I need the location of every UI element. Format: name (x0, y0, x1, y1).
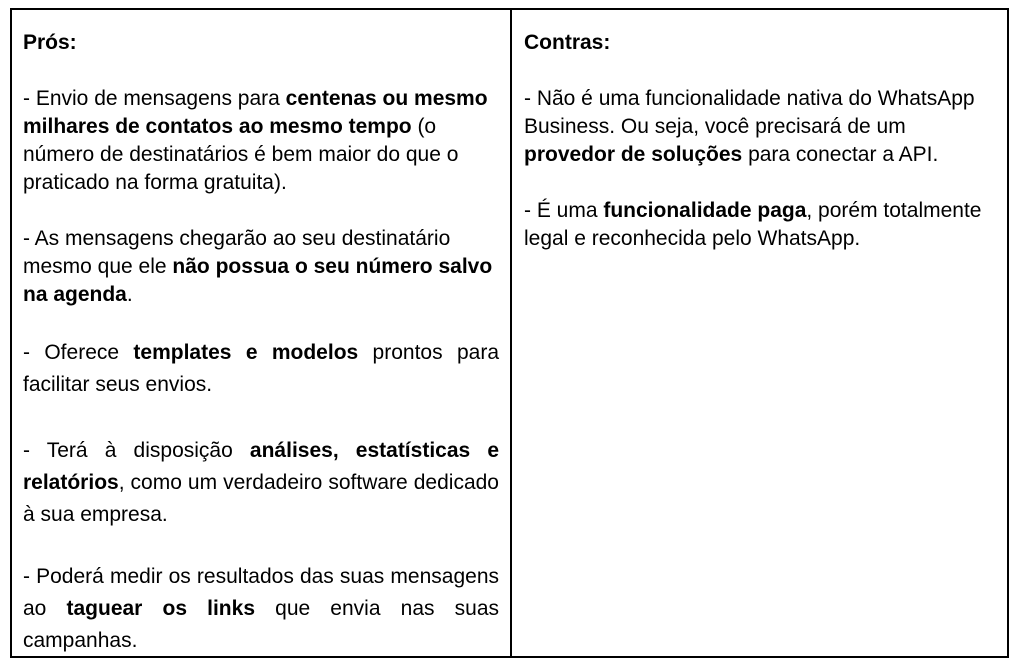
cons-item-text: - É uma (524, 199, 604, 222)
pros-item (23, 225, 499, 309)
pros-item-bold: análises, estatísticas e relatórios (23, 439, 499, 494)
pros-item-text: . (126, 283, 133, 306)
pros-item-text: , como um verdadeiro software dedicado à sua empresa. (23, 471, 499, 526)
cons-item-text: para conectar a API. (742, 143, 939, 166)
pros-item-text: - As mensagens chegarão ao seu destinatário mesmo que ele (23, 227, 451, 278)
pros-item-text: prontos para facilitar seus envios. (23, 341, 499, 396)
pros-column (12, 10, 512, 656)
cons-column (512, 10, 1007, 656)
cons-item-text: , porém totalmente legal e reconhecida pelo WhatsApp. (524, 199, 982, 250)
cons-item-bold: provedor de soluções (524, 143, 743, 166)
pros-item (23, 337, 499, 401)
pros-item-text: - Oferece (23, 341, 134, 364)
pros-item-bold: centenas ou mesmo milhares de contatos ao mesmo tempo (23, 87, 488, 138)
pros-cons-table (10, 8, 1009, 658)
pros-item-text: - Envio de mensagens para (23, 87, 286, 110)
cons-item (524, 197, 996, 253)
pros-item-text: - Poderá medir os resultados das suas mensagens ao (23, 565, 499, 620)
pros-item-text: (o número de destinatários é bem maior do que o praticado na forma gratuita). (23, 115, 459, 194)
cons-item-bold: funcionalidade paga (603, 199, 807, 222)
pros-heading: Prós: (23, 31, 77, 54)
cons-heading: Contras: (524, 31, 611, 54)
pros-item-bold: taguear os links (66, 597, 255, 620)
cons-item (524, 85, 996, 169)
pros-item-bold: templates e modelos (133, 341, 359, 364)
cons-item-text: - Não é uma funcionalidade nativa do WhatsApp Business. Ou seja, você precisará de um (524, 87, 975, 138)
pros-item (23, 561, 499, 657)
pros-item-bold: não possua o seu número salvo na agenda (23, 255, 493, 306)
pros-item (23, 435, 499, 531)
pros-item-text: - Terá à disposição (23, 439, 250, 462)
pros-item (23, 85, 499, 197)
pros-item-text: que envia nas suas campanhas. (23, 597, 500, 652)
